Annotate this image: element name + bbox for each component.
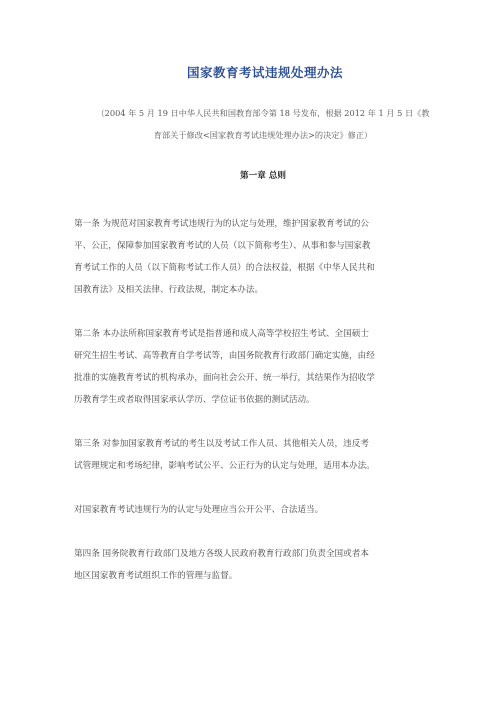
subtitle-line: （2004 年 5 月 19 日中华人民共和国教育部令第 18 号发布，根据 2012 年 1 月 5 日《教 [96,108,430,118]
article-1-paragraph [74,213,446,301]
paragraph-line: 批准的实施教育考试的机构承办，面向社会公开、统一举行，其结果作为招收学 [74,373,375,383]
paragraph-line: 第二条 本办法所称国家教育考试是指普通和成人高等学校招生考试、全国硕士 [74,329,369,339]
paragraph-line: 试管理规定和考场纪律，影响考试公平、公正行为的认定与处理，适用本办法。 [74,461,375,471]
paragraph-line: 育考试工作的人员（以下简称考试工作人员）的合法权益，根据《中华人民共和 [74,263,375,273]
paragraph-line: 第一条 为规范对国家教育考试违规行为的认定与处理，维护国家教育考试的公 [74,219,369,229]
chapter-heading: 第一章 总则 [240,171,286,181]
document-title: 国家教育考试违规处理办法 [186,65,343,80]
subtitle-line: 育部关于修改<国家教育考试违规处理办法>的决定》修正） [153,130,373,140]
paragraph-line: 第三条 对参加国家教育考试的考生以及考试工作人员、其他相关人员，违反考 [74,439,369,449]
paragraph-line: 对国家教育考试违规行为的认定与处理应当公开公平、合法适当。 [74,505,324,515]
paragraph-line: 国教育法》及相关法律、行政法规，制定本办法。 [74,285,264,295]
paragraph-line: 平、公正，保障参加国家教育考试的人员（以下简称考生）、从事和参与国家教 [74,241,371,251]
paragraph-line: 地区国家教育考试组织工作的管理与监督。 [74,571,238,581]
article-4-paragraph [74,543,446,587]
document-subtitle [74,102,446,146]
article-2-paragraph [74,323,446,411]
paragraph-line: 研究生招生考试、高等教育自学考试等，由国务院教育行政部门确定实施，由经 [74,351,375,361]
paragraph-line: 第四条 国务院教育行政部门及地方各级人民政府教育行政部门负责全国或者本 [74,549,369,559]
article-3-paragraph [74,433,446,477]
paragraph-line: 历教育学生或者取得国家承认学历、学位证书依据的测试活动。 [74,395,315,405]
article-3-supplement-paragraph [74,499,446,521]
